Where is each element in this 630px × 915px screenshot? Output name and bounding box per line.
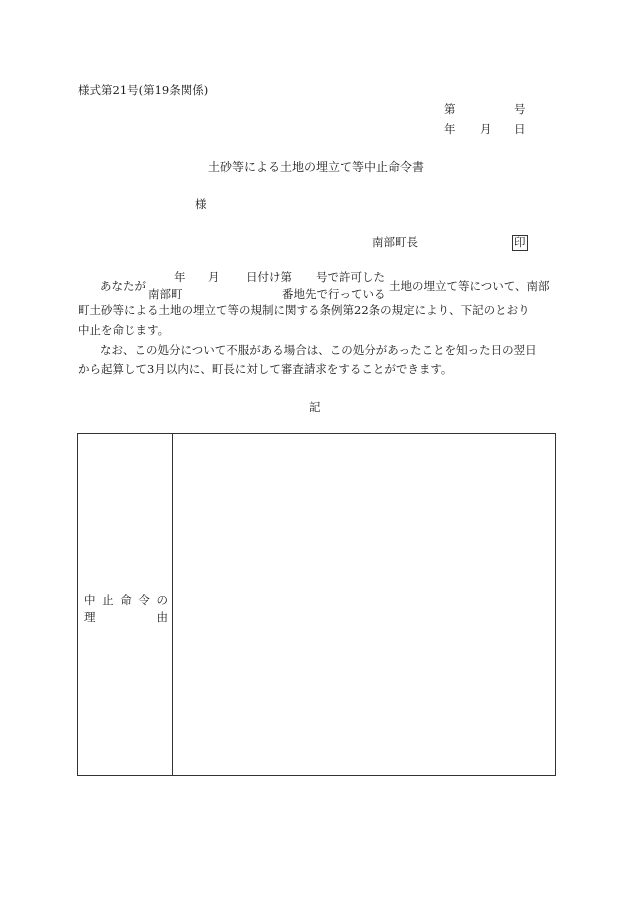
- reason-label-row1: [84, 592, 168, 608]
- form-number: 様式第21号(第19条関係): [78, 83, 209, 97]
- date-year: 年: [444, 122, 456, 136]
- issuer: 南部町長: [372, 235, 418, 249]
- label-char: 止: [102, 593, 114, 607]
- body-p2-line1: なお、この処分について不服がある場合は、この処分があったことを知った日の翌日: [100, 343, 537, 357]
- body-hizuke-dai: 日付け第: [246, 270, 292, 284]
- body-tsuki: 月: [208, 270, 220, 284]
- ref-dai: 第: [444, 102, 456, 116]
- reason-label-row2: [84, 609, 168, 625]
- addressee-suffix: 様: [195, 197, 207, 211]
- label-char: 命: [120, 593, 132, 607]
- reason-table: [77, 433, 556, 776]
- body-banchi: 番地先で行っている: [282, 287, 386, 301]
- date-month: 月: [480, 122, 492, 136]
- label-char: 理: [84, 610, 96, 624]
- body-line3: 中止を命じます。: [78, 323, 170, 337]
- document-title: 土砂等による土地の埋立て等中止命令書: [208, 160, 425, 174]
- body-line1-tail: 土地の埋立て等について、南部: [389, 279, 550, 293]
- seal-mark: 印: [514, 235, 526, 249]
- body-nen: 年: [174, 270, 186, 284]
- body-go-de-kyoka: 号で許可した: [316, 270, 385, 284]
- label-char: 令: [138, 593, 150, 607]
- label-char: 中: [84, 593, 96, 607]
- ki-heading: 記: [309, 400, 321, 414]
- body-anata-ga: あなたが: [100, 279, 146, 293]
- body-p2-line2: から起算して3月以内に、町長に対して審査請求をすることができます。: [78, 362, 453, 376]
- label-char: の: [156, 593, 168, 607]
- label-char: 由: [156, 610, 168, 624]
- body-line2: 町土砂等による土地の埋立て等の規制に関する条例第22条の規定により、下記のとおり: [78, 303, 530, 317]
- ref-go: 号: [514, 102, 526, 116]
- body-nanbu-cho: 南部町: [148, 287, 183, 301]
- reason-content-cell[interactable]: [173, 434, 555, 775]
- date-day: 日: [514, 122, 526, 136]
